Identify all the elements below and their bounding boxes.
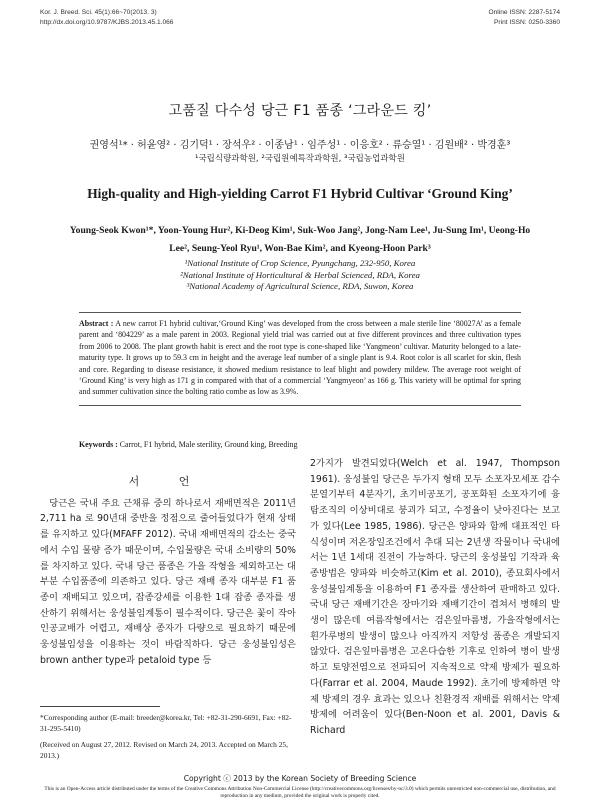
journal-citation: Kor. J. Breed. Sci. 45(1):66~70(2013. 3)	[40, 9, 157, 16]
journal-header-left	[40, 8, 173, 28]
affiliation-3: ³National Academy of Agricultural Science, RDA, Suwon, Korea	[186, 281, 414, 291]
online-issn: Online ISSN: 2287-5174	[488, 9, 560, 16]
affiliation-2: ²National Institute of Horticultural & Herbal Scienced, RDA, Korea	[180, 269, 420, 280]
body-column-right	[310, 456, 560, 739]
body-paragraph-right: 2가지가 발견되었다(Welch et al. 1947, Thompson 1961). 웅성불임 당근은 두가지 형태 모두 소포자모세포 감수분열기부터 4분자기, 초기비공포기, 공포화된 소포자기에 융탐조직의 이상비대로 붕괴가 되고, 수정율이 낮아진다는 보고가 있다(Lee 1985, 1986). 당근은 양파와 함께 대표적인 타식성이며 저온장일조건에서 추대 되는 2년생 작물이나 국내에서는 1년 1세대 진전이 가능하다. 당근의 웅성불임 기작과 육종방법은 양파와 비슷하고(Kim et al. 2010), 종묘회사에서 웅성불임계통을 이용하여 F1 종자를 생산하여 판매하고 있다. 국내 당근 재배기간은 장마기와 재배기간이 겹쳐서 병해의 발생이 많은데 여름작형에서는 검은잎마름병, 가을작형에서는 흰가루병의 발생이 많으나 아직까지 저항성 품종은 개발되지 않았다. 검은잎마름병은 고온다습한 기후로 인하여 병이 발생하고 토양전염으로 전파되어 지속적으로 약제 방제가 필요하다(Farrar et al. 2004, Maude 1992). 초기에 방제하면 약제 방제의 경우 효과는 있으나 친환경적 재배를 위해서는 약제 방제에 어려움이 있다(Ben-Noon et al. 2001, Davis & Richard	[310, 458, 560, 736]
english-title: High-quality and High-yielding Carrot F1 Hybrid Cultivar ‘Ground King’	[87, 186, 513, 201]
korean-title: 고품질 다수성 당근 F1 품종 ‘그라운드 킹’	[168, 103, 432, 119]
section-heading: 서 언	[128, 475, 208, 488]
footnote-divider	[40, 706, 160, 707]
license-text: This is an Open-Access article distributed under the terms of the Creative Commons Attribution Non-Commercial License (http://creativecommons.org/licenses/by-nc/3.0) which permits unrestricted non-commercial use, distribution, and reproduction in any medium, provided the original work is properly cited.	[44, 786, 556, 799]
keywords-label: Keywords :	[79, 440, 118, 449]
footnotes	[40, 706, 296, 761]
korean-affiliations: ¹국립식량과학원, ²국립원예특작과학원, ³국립농업과학원	[195, 154, 405, 164]
received-dates-note: (Received on August 27, 2012. Revised on March 24, 2013. Accepted on March 25, 2013.)	[40, 740, 288, 760]
keywords-text: Carrot, F1 hybrid, Male sterility, Ground king, Breeding	[119, 440, 298, 449]
print-issn: Print ISSN: 0250-3360	[494, 19, 560, 26]
abstract-text: A new carrot F1 hybrid cultivar,‘Ground King’ was developed from the cross between a male sterile line ‘80027A’ as a female parent and ‘804229’ as a male parent in 2003. Regional yield trial was carried out at five different provinces and three cultivation types from 2006 to 2008. The plant growth habit is erect and the root type is cone-shaped like ‘Yangmeon’ cultivar. Maturity belonged to a late-maturity type. It grows up to 59.3 cm in height and the average leaf number of a single plant is 9.4. Root color is all scarlet for skin, flesh and core. Regarding to disease resistance, it showed medium resistance to leaf blight and powdery mildew. The average root weight of ‘Ground King’ is very high as 171 g in compared with that of a commercial ‘Yangmyeon’ as 166 g. This variety will be optimal for spring and summer cultivation since the bolting ratio combe as low as 3.9%.	[79, 319, 521, 397]
keywords	[79, 440, 521, 449]
affiliation-1: ¹National Institute of Crop Science, Pyungchang, 232-950, Korea	[184, 258, 416, 268]
body-column-left	[40, 474, 296, 668]
abstract-box	[79, 312, 521, 406]
english-authors: Young-Seok Kwon¹*, Yoon-Young Hur², Ki-Deog Kim¹, Suk-Woo Jang², Jong-Nam Lee¹, Ju-Sung Im¹, Ueong-Ho Lee², Seung-Yeol Ryu¹, Won-Bae Kim², and Kyeong-Hoon Park³	[69, 225, 531, 254]
korean-authors: 권영석¹* · 허윤영² · 김기덕¹ · 장석우² · 이종남¹ · 임주성¹ · 이응호² · 류승열¹ · 김원배² · 박경훈³	[89, 140, 511, 151]
journal-header-right	[489, 8, 560, 28]
doi-link[interactable]: http://dx.doi.org/10.9787/KJBS.2013.45.1.066	[40, 19, 174, 26]
english-affiliations	[60, 258, 540, 293]
copyright-line: Copyright ⓒ 2013 by the Korean Society of Breeding Science	[183, 774, 417, 783]
body-paragraph-left: 당근은 국내 주요 근채류 중의 하나로서 재배면적은 2011년 2,711 ha 로 90년대 중반을 정점으로 줄어들었다가 현재 상태를 유지하고 있다(MFAFF 2012). 국내 재배면적의 감소는 중국에서 수입 물량 증가 때문이며, 수입물량은 국내 소비량의 50%를 차지하고 있다. 국내 당근 품종은 가을 작형을 제외하고는 대부분 수입품종에 의존하고 있다. 당근 재배 종자 대부분 F1 품종이 재배되고 있으며, 잡종강세를 이용한 1대 잡종 종자를 생산하기 위해서는 웅성불임계통이 필수적이다. 당근은 꽃이 작아 인공교배가 어렵고, 재배상 종자가 다량으로 필요하기 때문에 웅성불임성을 이용하는 것이 바람직하다. 당근 웅성불임성은 brown anther type과 petaloid type 등	[40, 497, 296, 666]
abstract-label: Abstract :	[79, 319, 114, 328]
corresponding-author-note: *Corresponding author (E-mail: breeder@korea.kr, Tel: +82-31-290-6691, Fax: +82-31-295-5410)	[40, 713, 292, 733]
